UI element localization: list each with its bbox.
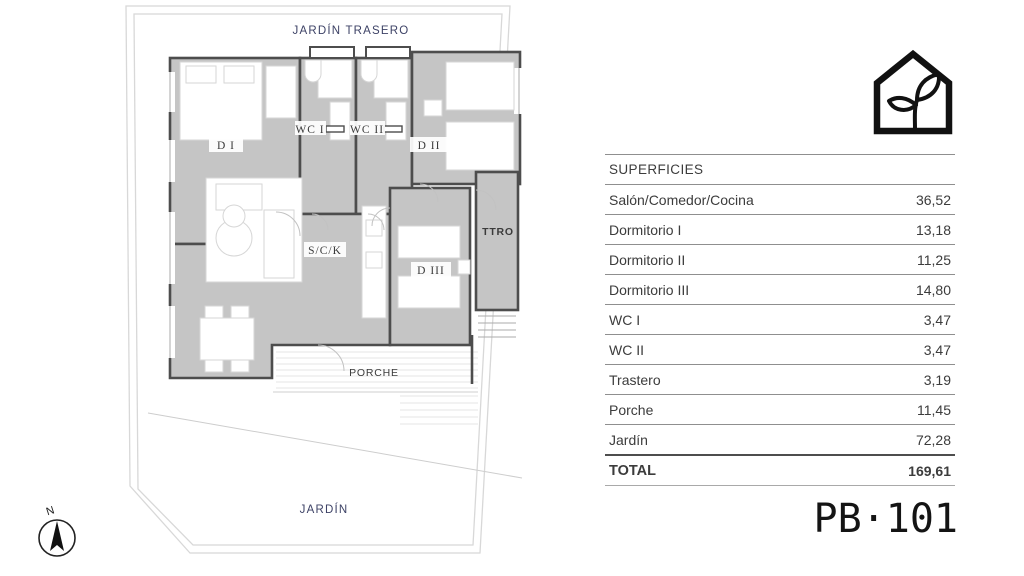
unit-code: PB·101	[813, 496, 958, 542]
table-row: Dormitorio II 11,25	[605, 245, 955, 275]
table-total-row: TOTAL 169,61	[605, 454, 955, 486]
room-label-ttro: TTRO	[482, 226, 514, 238]
table-header-label: SUPERFICIES	[609, 162, 704, 177]
table-row: Dormitorio I 13,18	[605, 215, 955, 245]
table-row: Porche 11,45	[605, 395, 955, 425]
room-label-wc1: WC I	[295, 124, 325, 136]
garden-label: JARDÍN	[299, 504, 349, 516]
surfaces-table	[605, 154, 955, 486]
room-label-d3: D III	[417, 265, 445, 277]
wc2-window-bump	[366, 47, 410, 58]
table-row: WC I 3,47	[605, 305, 955, 335]
wc1-window-bump	[310, 47, 354, 58]
table-row: WC II 3,47	[605, 335, 955, 365]
north-compass-icon	[39, 504, 75, 556]
table-row: Trastero 3,19	[605, 365, 955, 395]
house-sprout-icon	[868, 46, 958, 138]
garden-back-label: JARDÍN TRASERO	[292, 25, 410, 37]
room-label-sck: S/C/K	[308, 245, 342, 257]
room-ttro	[476, 172, 518, 310]
sofa-icon	[206, 178, 302, 282]
room-label-d1: D I	[216, 140, 236, 152]
table-header	[605, 154, 955, 185]
table-row: Dormitorio III 14,80	[605, 275, 955, 305]
bed-icon	[180, 62, 262, 140]
room-label-d2: D II	[417, 140, 441, 152]
steps	[478, 316, 516, 337]
table-row: Jardín 72,28	[605, 425, 955, 455]
table-row: Salón/Comedor/Cocina 36,52	[605, 185, 955, 215]
wardrobe-icon	[266, 66, 296, 118]
compass-n-label: N	[44, 504, 56, 519]
porch-decking	[276, 352, 478, 424]
room-label-wc2: WC II	[349, 124, 385, 136]
room-label-porche: PORCHE	[349, 367, 399, 379]
